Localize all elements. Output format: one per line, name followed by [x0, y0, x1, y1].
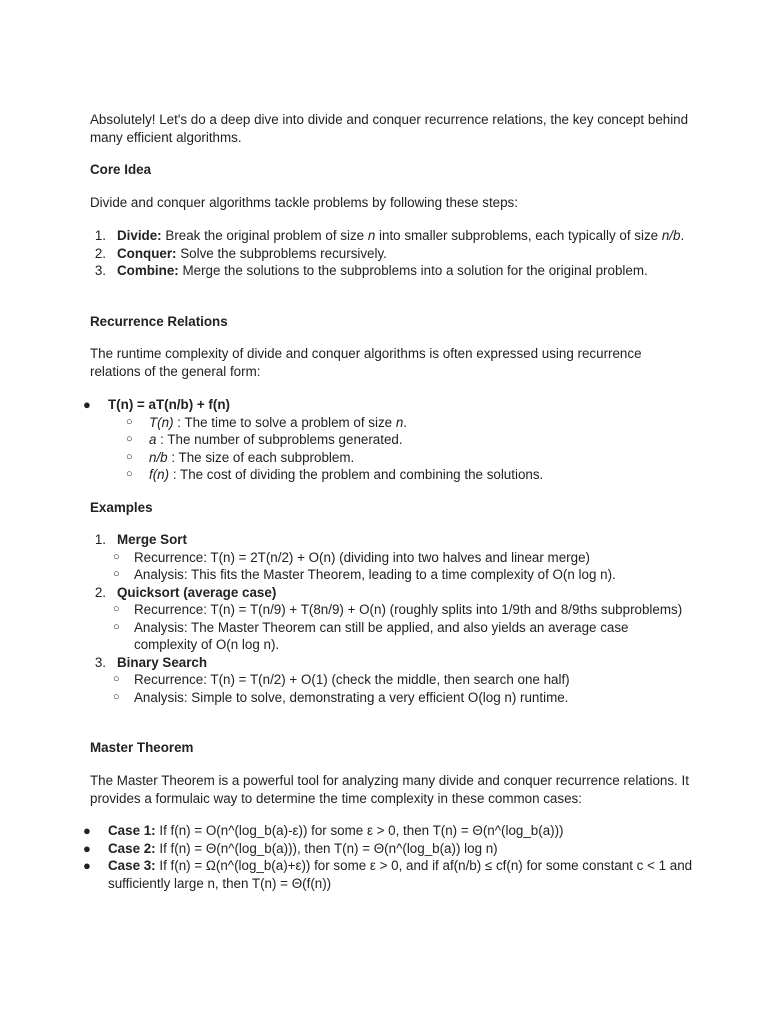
list-item-case-1: [83, 822, 693, 840]
case-text: If f(n) = Θ(n^(log_b(a))), then T(n) = Θ(n^(log_b(a)) log n): [155, 840, 498, 856]
case-text: If f(n) = Ω(n^(log_b(a)+ε)) for some ε > 0, and if af(n/b) ≤ cf(n) for some constant c < 1 and sufficiently large n, then T(n) = Θ(f(n)): [108, 858, 693, 891]
intro-paragraph: Absolutely! Let's do a deep dive into divide and conquer recurrence relations, the key concept behind many efficient algorithms.: [90, 112, 689, 145]
list-item-term: [108, 414, 693, 432]
example-title: Merge Sort: [117, 532, 187, 547]
term-desc: .: [403, 414, 408, 430]
steps-list: [90, 227, 690, 280]
core-idea-lead: Divide and conquer algorithms tackle problems by following these steps:: [90, 195, 518, 210]
heading-core-idea: Core Idea: [90, 162, 152, 177]
list-item-merge-sort: [90, 531, 690, 584]
list-item-sub: [90, 689, 690, 707]
term: T(n): [149, 414, 174, 430]
terms-list: [108, 414, 693, 484]
sub-text: Recurrence: T(n) = 2T(n/2) + O(n) (dividing into two halves and linear merge): [134, 549, 590, 565]
sub-text: Recurrence: T(n) = T(n/9) + T(8n/9) + O(n) (roughly splits into 1/9th and 8/9ths subproblems): [134, 602, 683, 617]
list-item-sub: [90, 549, 690, 567]
recurrence-list: [83, 396, 693, 484]
list-number: 2.: [94, 245, 106, 261]
term-desc: : The size of each subproblem.: [167, 449, 355, 465]
case-label: Case 1:: [108, 823, 156, 838]
list-item-quicksort: [90, 584, 690, 654]
circle-bullet-icon: ○: [126, 415, 133, 428]
heading-master-theorem: Master Theorem: [90, 740, 194, 755]
recurrence-formula: T(n) = aT(n/b) + f(n): [108, 397, 230, 412]
list-item-divide: [90, 227, 690, 245]
master-lead: The Master Theorem is a powerful tool for analyzing many divide and conquer recurrence relations. It provides a formulaic way to determine the time complexity in these common cases:: [90, 773, 689, 806]
term: f(n): [149, 467, 170, 482]
list-item-term: [108, 466, 693, 484]
list-item-combine: [90, 262, 690, 280]
example-sub-list: [90, 671, 690, 706]
circle-bullet-icon: ○: [126, 433, 133, 445]
list-item-sub: [90, 566, 690, 584]
list-number: 2.: [94, 584, 106, 600]
example-sub-list: [90, 549, 690, 584]
step-text: Merge the solutions to the subproblems into a solution for the original problem.: [182, 263, 648, 278]
circle-bullet-icon: ○: [113, 620, 120, 633]
list-number: 1.: [94, 532, 106, 547]
circle-bullet-icon: ○: [113, 603, 120, 615]
list-item-term: [108, 431, 693, 449]
list-item-formula: [83, 396, 693, 484]
bullet-icon: ●: [83, 840, 91, 856]
example-title: Binary Search: [117, 654, 208, 670]
term: a: [149, 432, 157, 447]
list-item-binary-search: [90, 654, 690, 707]
circle-bullet-icon: ○: [113, 568, 120, 580]
list-item-sub: [90, 671, 690, 689]
example-title: Quicksort (average case): [117, 584, 277, 600]
case-text: If f(n) = O(n^(log_b(a)-ε)) for some ε > 0, then T(n) = Θ(n^(log_b(a))): [155, 823, 564, 838]
term-var: n: [395, 414, 404, 430]
step-label: Combine:: [117, 263, 179, 278]
heading-examples: Examples: [90, 500, 153, 515]
circle-bullet-icon: ○: [126, 468, 133, 480]
step-text: Break the original problem of size: [165, 228, 368, 243]
list-item-case-2: [83, 840, 693, 858]
step-var: n: [367, 228, 376, 243]
example-sub-list: [90, 601, 690, 654]
circle-bullet-icon: ○: [113, 550, 120, 563]
bullet-icon: ●: [83, 823, 91, 838]
term-desc: : The cost of dividing the problem and combining the solutions.: [169, 467, 544, 482]
circle-bullet-icon: ○: [126, 450, 133, 463]
step-label: Divide:: [117, 228, 162, 243]
bullet-icon: ●: [83, 858, 91, 873]
cases-list: [83, 822, 693, 892]
step-text: .: [680, 228, 685, 243]
case-label: Case 3:: [108, 858, 156, 873]
examples-list: [90, 531, 690, 706]
circle-bullet-icon: ○: [113, 690, 120, 703]
term: n/b: [149, 449, 168, 465]
sub-text: Analysis: The Master Theorem can still be applied, and also yields an average case complexity of O(n log n).: [134, 619, 629, 652]
heading-recurrence-relations: Recurrence Relations: [90, 314, 228, 329]
recurrence-lead: The runtime complexity of divide and conquer algorithms is often expressed using recurrence relations of the general form:: [90, 346, 642, 379]
step-text: into smaller subproblems, each typically of size: [375, 228, 662, 243]
list-item-conquer: [90, 245, 690, 263]
term-desc: : The time to solve a problem of size: [173, 414, 396, 430]
list-item-sub: [90, 601, 690, 619]
circle-bullet-icon: ○: [113, 673, 120, 685]
list-number: 3.: [94, 263, 106, 278]
list-item-term: [108, 449, 693, 467]
case-label: Case 2:: [108, 840, 156, 856]
step-label: Conquer:: [117, 245, 177, 261]
sub-text: Recurrence: T(n) = T(n/2) + O(1) (check the middle, then search one half): [134, 672, 570, 687]
sub-text: Analysis: Simple to solve, demonstrating a very efficient O(log n) runtime.: [134, 689, 569, 705]
list-item-case-3: [83, 857, 693, 892]
list-item-sub: [90, 619, 690, 654]
list-number: 1.: [94, 228, 106, 243]
bullet-icon: ●: [83, 397, 91, 412]
term-desc: : The number of subproblems generated.: [156, 432, 403, 447]
list-number: 3.: [94, 654, 106, 670]
step-text: Solve the subproblems recursively.: [180, 245, 387, 261]
step-var: n/b: [661, 228, 681, 243]
sub-text: Analysis: This fits the Master Theorem, leading to a time complexity of O(n log n).: [134, 567, 616, 582]
